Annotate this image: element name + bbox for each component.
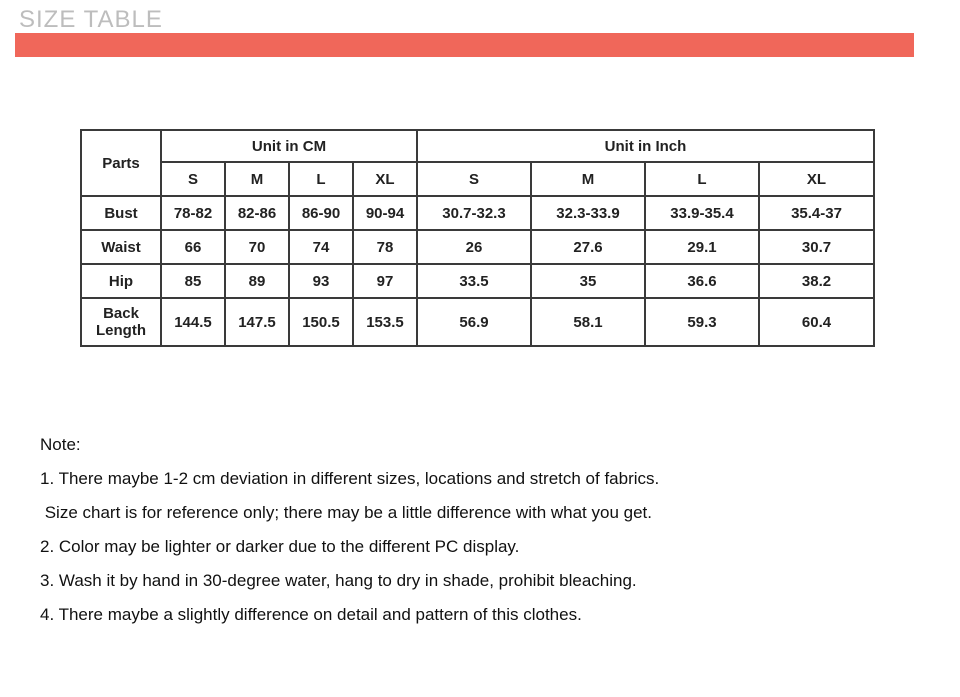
row-label: Bust — [81, 196, 161, 230]
inch-cell: 56.9 — [417, 298, 531, 346]
size-header-cm-s: S — [161, 162, 225, 196]
cm-cell: 90-94 — [353, 196, 417, 230]
size-header-cm-l: L — [289, 162, 353, 196]
inch-cell: 60.4 — [759, 298, 874, 346]
row-label-line: Back — [103, 305, 139, 322]
table-row-hip — [81, 264, 874, 298]
cm-cell: 97 — [353, 264, 417, 298]
inch-cell: 59.3 — [645, 298, 759, 346]
table-row-back-length — [81, 298, 874, 346]
unit-cm-header: Unit in CM — [161, 130, 417, 162]
note-line: 1. There maybe 1-2 cm deviation in different sizes, locations and stretch of fabrics. — [40, 469, 660, 488]
cm-cell: 74 — [289, 230, 353, 264]
inch-cell: 33.9-35.4 — [645, 196, 759, 230]
inch-cell: 26 — [417, 230, 531, 264]
notes-heading: Note: — [40, 435, 81, 454]
table-row-bust — [81, 196, 874, 230]
parts-header: Parts — [81, 130, 161, 196]
cm-cell: 66 — [161, 230, 225, 264]
cm-cell: 153.5 — [353, 298, 417, 346]
note-line: 4. There maybe a slightly difference on detail and pattern of this clothes. — [40, 605, 582, 624]
cm-cell: 93 — [289, 264, 353, 298]
inch-cell: 38.2 — [759, 264, 874, 298]
cm-cell: 70 — [225, 230, 289, 264]
inch-cell: 35.4-37 — [759, 196, 874, 230]
inch-cell: 36.6 — [645, 264, 759, 298]
cm-cell: 86-90 — [289, 196, 353, 230]
size-header-inch-m: M — [531, 162, 645, 196]
row-label-line: Length — [96, 322, 146, 339]
title-accent-bar — [15, 33, 914, 57]
cm-cell: 78-82 — [161, 196, 225, 230]
cm-cell: 82-86 — [225, 196, 289, 230]
size-header-inch-l: L — [645, 162, 759, 196]
table-row-waist — [81, 230, 874, 264]
inch-cell: 30.7-32.3 — [417, 196, 531, 230]
unit-inch-header: Unit in Inch — [417, 130, 874, 162]
inch-cell: 27.6 — [531, 230, 645, 264]
notes-section — [40, 433, 659, 637]
note-line: Size chart is for reference only; there may be a little difference with what you get. — [40, 503, 652, 522]
cm-cell: 78 — [353, 230, 417, 264]
inch-cell: 35 — [531, 264, 645, 298]
note-line: 2. Color may be lighter or darker due to the different PC display. — [40, 537, 520, 556]
cm-cell: 144.5 — [161, 298, 225, 346]
size-table — [80, 129, 875, 347]
page-title: SIZE TABLE — [19, 6, 163, 33]
inch-cell: 58.1 — [531, 298, 645, 346]
row-label — [81, 298, 161, 346]
size-header-inch-xl: XL — [759, 162, 874, 196]
inch-cell: 29.1 — [645, 230, 759, 264]
row-label: Hip — [81, 264, 161, 298]
size-header-cm-xl: XL — [353, 162, 417, 196]
size-header-cm-m: M — [225, 162, 289, 196]
cm-cell: 147.5 — [225, 298, 289, 346]
inch-cell: 33.5 — [417, 264, 531, 298]
size-header-inch-s: S — [417, 162, 531, 196]
cm-cell: 89 — [225, 264, 289, 298]
cm-cell: 150.5 — [289, 298, 353, 346]
size-header-row — [81, 162, 874, 196]
inch-cell: 32.3-33.9 — [531, 196, 645, 230]
table-header-row — [81, 130, 874, 162]
row-label: Waist — [81, 230, 161, 264]
inch-cell: 30.7 — [759, 230, 874, 264]
note-line: 3. Wash it by hand in 30-degree water, hang to dry in shade, prohibit bleaching. — [40, 571, 637, 590]
cm-cell: 85 — [161, 264, 225, 298]
